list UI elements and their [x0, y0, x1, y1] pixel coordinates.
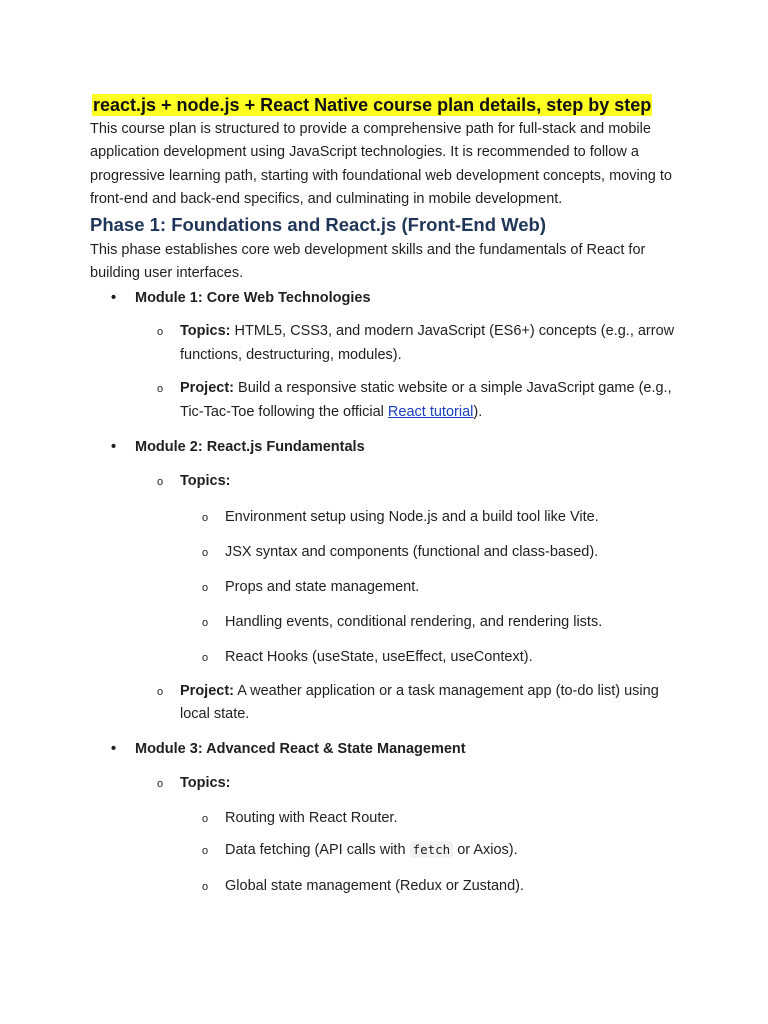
bullet-icon: • [111, 740, 117, 757]
module-3-item [90, 738, 690, 760]
topics-label: Topics: [180, 473, 231, 490]
module-1-item [90, 287, 690, 309]
module-3-topics [90, 772, 690, 796]
project-label: Project: [180, 682, 234, 699]
circle-marker-icon: o [157, 476, 164, 489]
list-item [90, 506, 690, 528]
circle-marker-icon: o [202, 651, 209, 664]
module-1-topics-text: HTML5, CSS3, and modern JavaScript (ES6+) concepts (e.g., arrow functions, destructuring, modules). [180, 323, 675, 363]
phase-1-heading: Phase 1: Foundations and React.js (Front-End Web) [90, 214, 547, 236]
list-item [90, 875, 690, 897]
circle-marker-icon: o [157, 777, 164, 790]
module-2-project-text: A weather application or a task management app (to-do list) using local state. [180, 682, 659, 723]
module-1-project-after: ). [473, 403, 483, 420]
circle-marker-icon: o [202, 546, 209, 559]
module-1-title: Module 1: Core Web Technologies [135, 290, 371, 307]
module-2-topic: Environment setup using Node.js and a build tool like Vite. [225, 508, 599, 525]
module-3-topic: Routing with React Router. [225, 810, 398, 827]
module-2-title: Module 2: React.js Fundamentals [135, 439, 365, 456]
document-page [90, 94, 690, 897]
circle-marker-icon: o [202, 511, 209, 524]
list-item [90, 646, 690, 668]
module-2-project [90, 680, 690, 727]
react-tutorial-link[interactable]: React tutorial [387, 403, 474, 420]
module-3-topic-before: Data fetching (API calls with [225, 842, 410, 859]
circle-marker-icon: o [202, 581, 209, 594]
module-3-title: Module 3: Advanced React & State Management [135, 740, 466, 757]
project-label: Project: [180, 380, 234, 397]
module-2-topic: JSX syntax and components (functional and class-based). [225, 543, 599, 560]
fetch-code: fetch [410, 841, 454, 858]
module-2-topic: Handling events, conditional rendering, and rendering lists. [225, 613, 603, 630]
list-item [90, 611, 690, 633]
list-item [90, 839, 690, 861]
module-3-topic: Global state management (Redux or Zustand). [225, 878, 525, 895]
module-2-topic: Props and state management. [225, 578, 420, 595]
module-2-topics [90, 470, 690, 494]
bullet-icon: • [111, 439, 117, 456]
list-item [90, 541, 690, 563]
list-item [90, 576, 690, 598]
list-item [90, 807, 690, 829]
document-title: react.js + node.js + React Native course plan details, step by step [93, 95, 652, 115]
circle-marker-icon: o [157, 685, 164, 698]
bullet-icon: • [111, 290, 117, 307]
circle-marker-icon: o [202, 845, 209, 858]
circle-marker-icon: o [202, 616, 209, 629]
module-1-project [90, 377, 690, 424]
circle-marker-icon: o [202, 813, 209, 826]
circle-marker-icon: o [202, 881, 209, 894]
circle-marker-icon: o [157, 326, 164, 339]
module-3-topic-after: or Axios). [453, 842, 518, 859]
topics-label: Topics: [180, 774, 231, 791]
module-2-topic: React Hooks (useState, useEffect, useContext). [225, 648, 533, 665]
intro-paragraph: This course plan is structured to provide a comprehensive path for full-stack and mobile application development using JavaScript technologies. It is recommended to follow a progressive learning path, starting with foundational web development concepts, moving to front-end and back-end specifics, and culminating in mobile development. [90, 121, 672, 207]
topics-label: Topics: [180, 323, 231, 340]
module-2-item [90, 436, 690, 458]
phase-1-description: This phase establishes core web development skills and the fundamentals of React for building user interfaces. [90, 242, 646, 282]
circle-marker-icon: o [157, 383, 164, 396]
module-1-project-text: Build a responsive static website or a simple JavaScript game (e.g., Tic-Tac-Toe following the official [180, 380, 672, 420]
module-1-topics [90, 320, 690, 367]
